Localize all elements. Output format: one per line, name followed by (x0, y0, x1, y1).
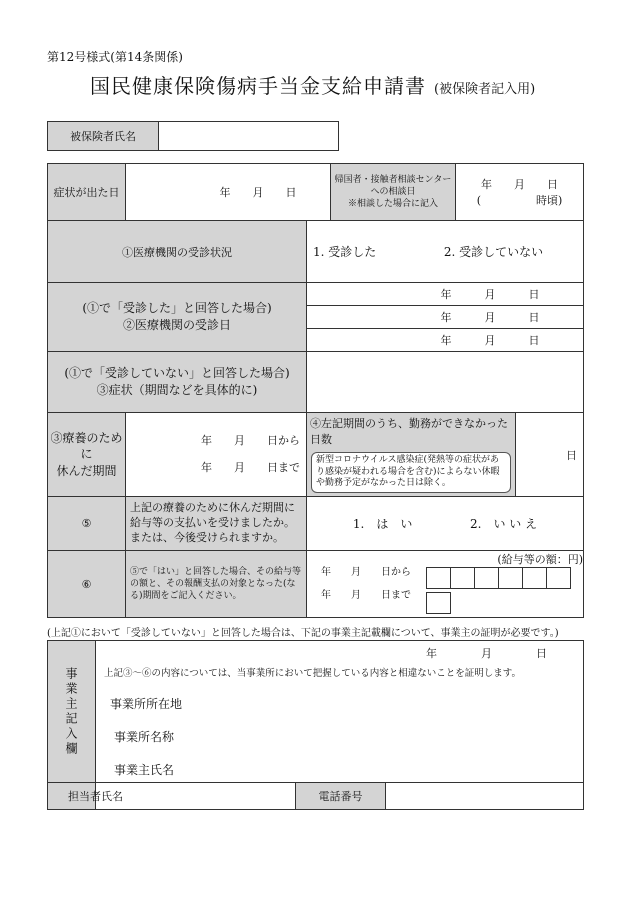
insured-name-field[interactable] (159, 122, 339, 151)
q5-number: ⑤ (48, 497, 126, 551)
q4-period-from: 年 月 日から (201, 434, 300, 448)
q5-option-yes[interactable]: 1. は い (352, 517, 413, 532)
consult-label-line3: ※相談した場合に記入 (347, 199, 438, 210)
q3-label-line2: ③症状（期間などを具体的に) (96, 383, 258, 397)
q1-label: ①医療機関の受診状況 (48, 221, 307, 283)
main-form-table (47, 163, 584, 618)
amount-digit-box[interactable] (426, 592, 451, 614)
employer-note: (上記①において「受診していない」と回答した場合は、下記の事業主記載欄について、事業主の証明が必要です。) (47, 628, 559, 639)
q6-period-to: 年 月 日まで (321, 590, 411, 602)
q2-label-line1: (①で「受診した」と回答した場合) (82, 301, 272, 316)
amount-digit-box[interactable] (522, 567, 547, 589)
consult-date: 年 月 日 (481, 178, 558, 191)
q4-days-label (307, 413, 516, 497)
q2-label-line2: ②医療機関の受診日 (122, 318, 231, 332)
q2-label (48, 283, 307, 352)
q4-label-line2: に (80, 447, 93, 462)
q4-days-note: 新型コロナウイルス感染症(発熱等の症状があり感染が疑われる場合を含む)によらない休暇や勤務予定がなかった日は除く。 (311, 452, 511, 493)
q6-amount-label: (給与等の額：円) (497, 553, 583, 567)
contact-phone-field[interactable] (386, 783, 584, 810)
q1-options[interactable] (307, 221, 584, 283)
title-note: (被保険者記入用) (434, 82, 536, 97)
page-title (90, 70, 535, 99)
q5-question: 上記の療養のために休んだ期間に給与等の支払いを受けましたか。または、今後受けられますか。 (126, 497, 307, 551)
q6-number: ⑥ (48, 551, 126, 618)
q4-period-to: 年 月 日まで (201, 460, 300, 474)
q5-options[interactable] (307, 497, 584, 551)
employer-address-label: 事業所所在地 (110, 697, 183, 711)
q2-date-3[interactable]: 年 月 日 (307, 329, 584, 352)
q4-label-line1: ③療養のため (50, 431, 123, 446)
consult-time: ( 時頃) (476, 194, 563, 207)
insured-name-table (47, 121, 339, 151)
q6-field[interactable] (307, 551, 584, 618)
q1-option-visited[interactable]: 1. 受診した (313, 245, 377, 259)
employer-table (47, 640, 584, 810)
title-text: 国民健康保険傷病手当金支給申請書 (90, 74, 426, 98)
employer-name-label: 事業所名称 (114, 730, 175, 744)
q3-symptom-field[interactable] (307, 352, 584, 413)
contact-phone-label: 電話番号 (296, 783, 386, 810)
consult-label-line1: 帰国者・接触者相談センター (334, 174, 452, 185)
q4-days-title: ④左記期間のうち、勤務ができなかった日数 (310, 417, 508, 446)
contact-person-label-cell (48, 783, 123, 810)
q3-label-line1: (①で「受診していない」と回答した場合) (64, 366, 290, 381)
contact-person-field[interactable] (96, 783, 296, 810)
consult-label-line2: への相談日 (370, 186, 416, 197)
q2-date-1[interactable]: 年 月 日 (307, 283, 584, 306)
q1-option-not-visited[interactable]: 2. 受診していない (443, 245, 544, 259)
q4-period[interactable] (126, 413, 307, 497)
symptom-date[interactable]: 年 月 日 (126, 164, 331, 221)
q4-days-field[interactable]: 日 (516, 413, 584, 497)
employer-section-label (48, 641, 96, 783)
symptom-label: 症状が出た日 (48, 164, 126, 221)
q4-label (48, 413, 126, 497)
amount-digit-box[interactable] (474, 567, 499, 589)
q5-option-no[interactable]: 2. い い え (470, 517, 538, 532)
employer-certify: 上記③～⑥の内容については、当事業所において把握している内容と相違ないことを証明します。 (104, 668, 522, 679)
insured-name-label: 被保険者氏名 (48, 122, 159, 151)
consult-label (331, 164, 456, 221)
amount-digit-box[interactable] (546, 567, 571, 589)
employer-owner-label: 事業主氏名 (114, 763, 175, 777)
amount-digit-box[interactable] (450, 567, 475, 589)
q3-label (48, 352, 307, 413)
employer-section-text: 事業主記入欄 (64, 666, 78, 757)
q6-amount-boxes[interactable] (427, 567, 583, 617)
q4-label-line3: 休んだ期間 (56, 463, 117, 478)
q6-period-from: 年 月 日から (321, 567, 411, 579)
employer-date[interactable]: 年 月 日 (426, 647, 547, 660)
employer-fields (96, 641, 584, 783)
consult-date-cell[interactable] (456, 164, 584, 221)
contact-person-label: 担当者氏名 (68, 790, 123, 803)
form-number: 第12号様式(第14条関係) (47, 50, 183, 64)
q6-question: ⑤で「はい」と回答した場合、その給与等の額と、その報酬支払の対象となった(なる)期間をご記入ください。 (126, 551, 307, 618)
q2-date-2[interactable]: 年 月 日 (307, 306, 584, 329)
amount-digit-box[interactable] (426, 567, 451, 589)
amount-digit-box[interactable] (498, 567, 523, 589)
